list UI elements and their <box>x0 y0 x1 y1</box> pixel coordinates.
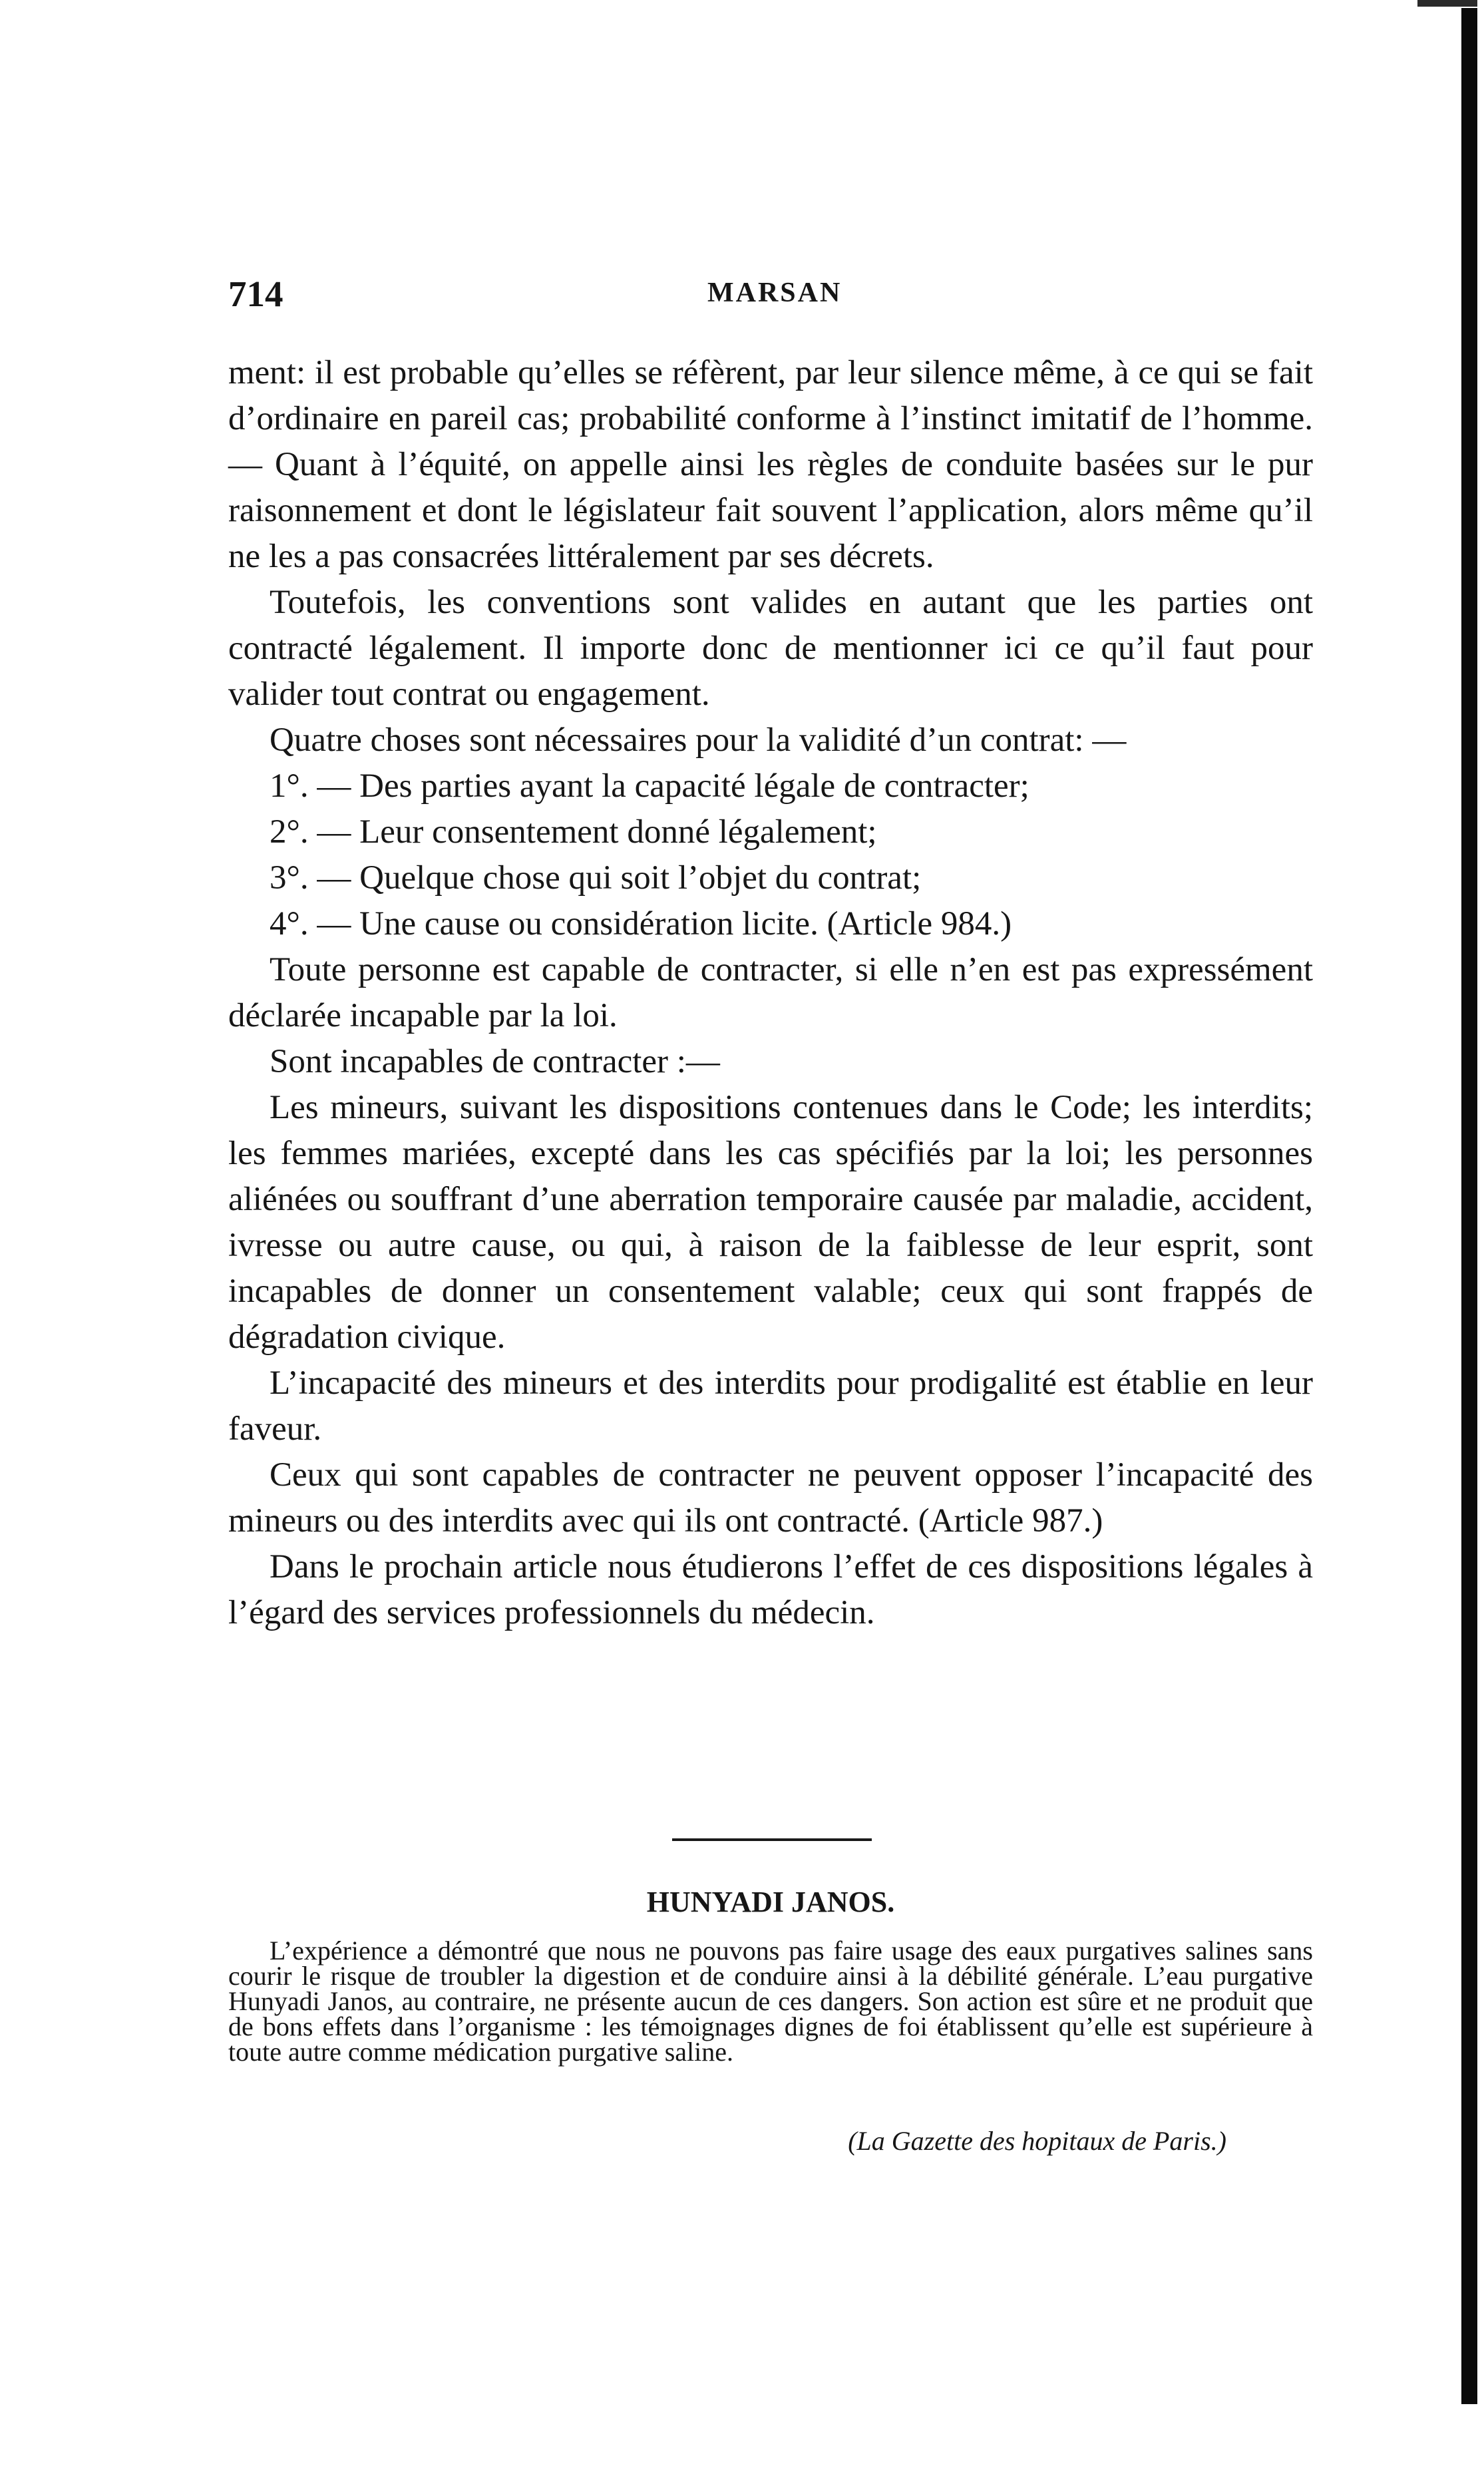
scan-edge-corner <box>1417 0 1477 7</box>
paragraph-5: Sont incapables de contracter :— <box>270 1043 720 1080</box>
paragraph-4: Toute personne est capable de contracter, si elle n’en est pas expressément déclarée incapable par la loi. <box>228 951 1313 1034</box>
paragraph-6: Les mineurs, suivant les dispositions contenues dans le Code; les interdits; les femmes mariées, excepté dans les cas spécifiés par la loi; les personnes aliénées ou souffrant d’une aberration temporaire causée par maladie, accident, ivresse ou autre cause, ou qui, à raison de la faiblesse de leur esprit, sont incapables de donner un consentement valable; ceux qui sont frappés de dégradation civique. <box>228 1089 1313 1356</box>
page-number: 714 <box>228 274 283 314</box>
paragraph-9: Dans le prochain article nous étudierons l’effet de ces dispositions légales à l’égard des services professionnels du médecin. <box>228 1548 1313 1631</box>
header-title: MARSAN <box>707 278 842 308</box>
paragraph-1: ment: il est probable qu’elles se réfèrent, par leur silence même, à ce qui se fait d’ordinaire en pareil cas; probabilité conforme à l’instinct imitatif de l’homme. — Quant à l’équité, on appelle ainsi les règles de conduite basées sur le pur raisonnement et dont le législateur fait souvent l’application, alors même qu’il ne les a pas consacrées littéralement par ses décrets. <box>228 354 1313 575</box>
paragraph-3: Quatre choses sont nécessaires pour la validité d’un contrat: — <box>270 722 1127 759</box>
advert-text: L’expérience a démontré que nous ne pouvons pas faire usage des eaux purgatives salines sans courir le risque de troubler la digestion et de conduire ainsi à la débilité générale. L’eau purgative Hunyadi Janos, au contraire, ne présente aucun de ces dangers. Son action est sûre et ne produit que de bons effets dans l’organisme : les témoignages dignes de foi établissent qu’elle est supérieure à toute autre comme médication purgative saline. <box>228 1936 1313 2067</box>
list-item-2: 2°. — Leur consentement donné légalement; <box>270 813 877 851</box>
scan-edge-bar <box>1461 8 1477 2404</box>
paragraph-8: Ceux qui sont capables de contracter ne peuvent opposer l’incapacité des mineurs ou des interdits avec qui ils ont contracté. (Article 987.) <box>228 1456 1313 1540</box>
advert-title: HUNYADI JANOS. <box>646 1886 895 1918</box>
advert-body <box>228 1938 1313 2065</box>
main-text <box>228 350 1313 1636</box>
list-item-3: 3°. — Quelque chose qui soit l’objet du contrat; <box>270 859 922 897</box>
paragraph-7: L’incapacité des mineurs et des interdits pour prodigalité est établie en leur faveur. <box>228 1364 1313 1448</box>
running-head <box>228 273 1253 319</box>
paragraph-2: Toutefois, les conventions sont valides en autant que les parties ont contracté légalement. Il importe donc de mentionner ici ce qu’il faut pour valider tout contrat ou engagement. <box>228 584 1313 713</box>
section-divider <box>672 1838 872 1841</box>
list-item-4: 4°. — Une cause ou considération licite. (Article 984.) <box>270 905 1012 942</box>
list-item-1: 1°. — Des parties ayant la capacité légale de contracter; <box>270 767 1029 805</box>
advert-source: (La Gazette des hopitaux de Paris.) <box>848 2126 1226 2156</box>
